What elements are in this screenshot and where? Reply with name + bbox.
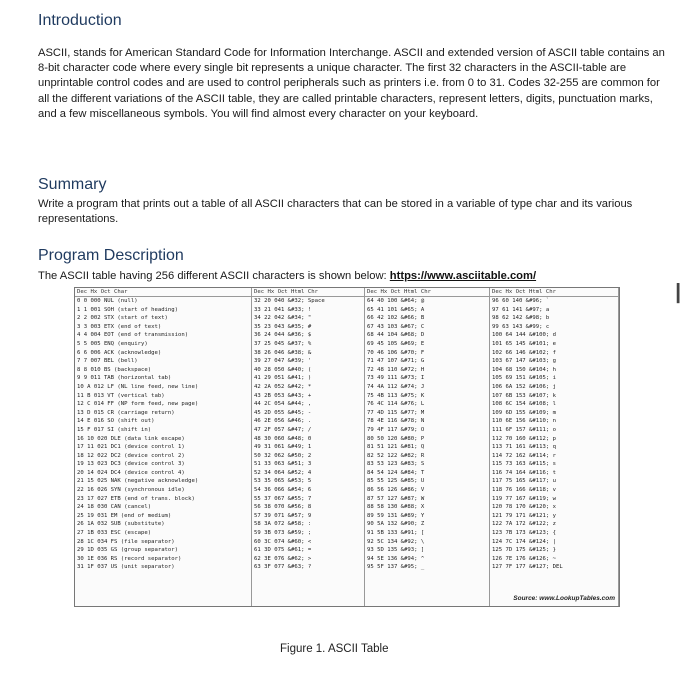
program-description-text: The ASCII table having 256 different ASCII characters is shown below: — [38, 270, 390, 282]
table-row: 120 78 170 &#120; x — [492, 504, 556, 511]
table-row: 76 4C 114 &#76; L — [367, 401, 425, 408]
table-row: 79 4F 117 &#79; O — [367, 426, 425, 433]
table-row: 94 5E 136 &#94; ^ — [367, 555, 425, 562]
table-row: 106 6A 152 &#106; j — [492, 383, 556, 390]
ascii-table-column-2 — [252, 288, 365, 606]
program-description-paragraph — [38, 269, 678, 284]
summary-paragraph: Write a program that prints out a table of all ASCII characters that can be stored in a variable of type char and its various representations. — [38, 198, 633, 226]
table-row: 50 32 062 &#50; 2 — [254, 452, 312, 459]
table-row: 8 8 010 BS (backspace) — [77, 366, 152, 373]
table-row: 42 2A 052 &#42; * — [254, 383, 312, 390]
program-description-heading: Program Description — [38, 247, 184, 264]
table-row: 70 46 106 &#70; F — [367, 349, 425, 356]
table-row: 17 11 021 DC1 (device control 1) — [77, 444, 185, 451]
table-row: 41 29 051 &#41; ) — [254, 375, 312, 382]
table-row: 43 2B 053 &#43; + — [254, 392, 312, 399]
table-row: 86 56 126 &#86; V — [367, 487, 425, 494]
table-row: 3 3 003 ETX (end of text) — [77, 323, 162, 330]
table-row: 47 2F 057 &#47; / — [254, 426, 312, 433]
table-row: 46 2E 056 &#46; . — [254, 418, 312, 425]
ascii-table-image — [74, 287, 620, 607]
table-row: 48 30 060 &#48; 0 — [254, 435, 312, 442]
table-row: 72 48 110 &#72; H — [367, 366, 425, 373]
table-row: 75 4B 113 &#75; K — [367, 392, 425, 399]
table-column-header: Dec Hx Oct Html Chr — [252, 288, 364, 297]
table-row: 23 17 027 ETB (end of trans. block) — [77, 495, 195, 502]
table-column-header: Dec Hx Oct Char — [75, 288, 251, 297]
table-row: 127 7F 177 &#127; DEL — [492, 564, 563, 571]
table-row: 55 37 067 &#55; 7 — [254, 495, 312, 502]
table-row: 22 16 026 SYN (synchronous idle) — [77, 487, 185, 494]
introduction-paragraph: ASCII, stands for American Standard Code for Information Interchange. ASCII and extended version of ASCII table contains an 8-bit character code where every single bit represents a unique character. The first 32 characters in the ASCII-table are unprintable control codes and are used to control peripherals such as printers i.e. from 0 to 31. Codes 32-255 are common for all the different variations of the ASCII table, they are called printable characters, represent letters, digits, punctuation marks, and a few miscellaneous symbols. You will find almost every character on your keyboard. — [38, 47, 665, 120]
table-row: 104 68 150 &#104; h — [492, 366, 556, 373]
table-row: 9 9 011 TAB (horizontal tab) — [77, 375, 172, 382]
table-row: 34 22 042 &#34; " — [254, 315, 312, 322]
table-row: 39 27 047 &#39; ' — [254, 358, 312, 365]
table-row: 6 6 006 ACK (acknowledge) — [77, 349, 162, 356]
table-row: 37 25 045 &#37; % — [254, 340, 312, 347]
table-row: 24 18 030 CAN (cancel) — [77, 504, 152, 511]
introduction-heading: Introduction — [38, 12, 122, 29]
table-row: 1 1 001 SOH (start of heading) — [77, 306, 179, 313]
table-row: 78 4E 116 &#78; N — [367, 418, 425, 425]
table-row: 122 7A 172 &#122; z — [492, 521, 556, 528]
table-row: 57 39 071 &#57; 9 — [254, 512, 312, 519]
table-row: 36 24 044 &#36; $ — [254, 332, 312, 339]
table-row: 20 14 024 DC4 (device control 4) — [77, 469, 185, 476]
summary-heading: Summary — [38, 176, 107, 193]
table-rows — [75, 297, 251, 572]
table-row: 81 51 121 &#81; Q — [367, 444, 425, 451]
table-row: 119 77 167 &#119; w — [492, 495, 556, 502]
table-row: 118 76 166 &#118; v — [492, 487, 556, 494]
table-row: 109 6D 155 &#109; m — [492, 409, 556, 416]
table-row: 74 4A 112 &#74; J — [367, 383, 425, 390]
table-row: 114 72 162 &#114; r — [492, 452, 556, 459]
table-row: 25 19 031 EM (end of medium) — [77, 512, 172, 519]
table-row: 5 5 005 ENQ (enquiry) — [77, 340, 148, 347]
table-row: 31 1F 037 US (unit separator) — [77, 564, 175, 571]
table-row: 4 4 004 EOT (end of transmission) — [77, 332, 189, 339]
table-row: 87 57 127 &#87; W — [367, 495, 425, 502]
table-row: 99 63 143 &#99; c — [492, 323, 550, 330]
table-row: 116 74 164 &#116; t — [492, 469, 556, 476]
table-row: 63 3F 077 &#63; ? — [254, 564, 312, 571]
figure-caption: Figure 1. ASCII Table — [280, 643, 389, 655]
table-row: 16 10 020 DLE (data link escape) — [77, 435, 185, 442]
table-row: 49 31 061 &#49; 1 — [254, 444, 312, 451]
table-row: 27 1B 033 ESC (escape) — [77, 530, 152, 537]
table-row: 61 3D 075 &#61; = — [254, 547, 312, 554]
table-row: 123 7B 173 &#123; { — [492, 530, 556, 537]
table-row: 93 5D 135 &#93; ] — [367, 547, 425, 554]
table-row: 73 49 111 &#73; I — [367, 375, 425, 382]
table-row: 62 3E 076 &#62; > — [254, 555, 312, 562]
table-row: 125 7D 175 &#125; } — [492, 547, 556, 554]
table-row: 69 45 105 &#69; E — [367, 340, 425, 347]
table-row: 117 75 165 &#117; u — [492, 478, 556, 485]
table-row: 33 21 041 &#33; ! — [254, 306, 312, 313]
table-row: 83 53 123 &#83; S — [367, 461, 425, 468]
table-row: 0 0 000 NUL (null) — [77, 298, 138, 304]
table-rows — [252, 297, 364, 572]
table-row: 65 41 101 &#65; A — [367, 306, 425, 313]
table-row: 45 2D 055 &#45; - — [254, 409, 312, 416]
table-row: 112 70 160 &#112; p — [492, 435, 556, 442]
table-row: 18 12 022 DC2 (device control 2) — [77, 452, 185, 459]
table-row: 19 13 023 DC3 (device control 3) — [77, 461, 185, 468]
table-row: 101 65 145 &#101; e — [492, 340, 556, 347]
table-row: 52 34 064 &#52; 4 — [254, 469, 312, 476]
table-row: 90 5A 132 &#90; Z — [367, 521, 425, 528]
table-row: 66 42 102 &#66; B — [367, 315, 425, 322]
table-row: 82 52 122 &#82; R — [367, 452, 425, 459]
table-row: 10 A 012 LF (NL line feed, new line) — [77, 383, 199, 390]
table-row: 38 26 046 &#38; & — [254, 349, 312, 356]
table-row: 29 1D 035 GS (group separator) — [77, 547, 179, 554]
table-row: 111 6F 157 &#111; o — [492, 426, 556, 433]
table-row: 13 D 015 CR (carriage return) — [77, 409, 175, 416]
table-row: 11 B 013 VT (vertical tab) — [77, 392, 165, 399]
ascii-table-column-3 — [365, 288, 490, 606]
table-row: 91 5B 133 &#91; [ — [367, 530, 425, 537]
table-row: 40 28 050 &#40; ( — [254, 366, 312, 373]
table-row: 30 1E 036 RS (record separator) — [77, 555, 182, 562]
table-row: 35 23 043 &#35; # — [254, 323, 312, 330]
asciitable-link[interactable]: https://www.asciitable.com/ — [389, 270, 537, 282]
table-row: 103 67 147 &#103; g — [492, 358, 556, 365]
table-row: 51 33 063 &#51; 3 — [254, 461, 312, 468]
table-column-header: Dec Hx Oct Html Chr — [490, 288, 618, 297]
table-row: 68 44 104 &#68; D — [367, 332, 425, 339]
table-row: 59 3B 073 &#59; ; — [254, 530, 312, 537]
table-row: 67 43 103 &#67; C — [367, 323, 425, 330]
table-row: 96 60 140 &#96; ` — [492, 298, 550, 304]
table-row: 15 F 017 SI (shift in) — [77, 426, 152, 433]
table-row: 115 73 163 &#115; s — [492, 461, 556, 468]
table-row: 97 61 141 &#97; a — [492, 306, 550, 313]
table-row: 26 1A 032 SUB (substitute) — [77, 521, 165, 528]
table-row: 54 36 066 &#54; 6 — [254, 487, 312, 494]
table-row: 53 35 065 &#53; 5 — [254, 478, 312, 485]
text-cursor-icon: I — [674, 277, 683, 310]
table-row: 7 7 007 BEL (bell) — [77, 358, 138, 365]
ascii-table-column-4 — [490, 288, 619, 606]
table-row: 56 38 070 &#56; 8 — [254, 504, 312, 511]
table-row: 110 6E 156 &#110; n — [492, 418, 556, 425]
table-row: 98 62 142 &#98; b — [492, 315, 550, 322]
table-row: 100 64 144 &#100; d — [492, 332, 556, 339]
table-row: 12 C 014 FF (NP form feed, new page) — [77, 401, 199, 408]
table-row: 60 3C 074 &#60; < — [254, 538, 312, 545]
table-row: 108 6C 154 &#108; l — [492, 401, 556, 408]
table-row: 102 66 146 &#102; f — [492, 349, 556, 356]
table-row: 71 47 107 &#71; G — [367, 358, 425, 365]
table-column-header: Dec Hx Oct Html Chr — [365, 288, 489, 297]
table-row: 44 2C 054 &#44; , — [254, 401, 312, 408]
table-row: 124 7C 174 &#124; | — [492, 538, 556, 545]
table-row: 58 3A 072 &#58; : — [254, 521, 312, 528]
table-row: 28 1C 034 FS (file separator) — [77, 538, 175, 545]
table-row: 85 55 125 &#85; U — [367, 478, 425, 485]
table-row: 32 20 040 &#32; Space — [254, 298, 325, 304]
table-row: 21 15 025 NAK (negative acknowledge) — [77, 478, 199, 485]
table-row: 113 71 161 &#113; q — [492, 444, 556, 451]
table-row: 121 79 171 &#121; y — [492, 512, 556, 519]
table-row: 80 50 120 &#80; P — [367, 435, 425, 442]
table-row: 14 E 016 SO (shift out) — [77, 418, 155, 425]
table-rows — [490, 297, 618, 572]
table-row: 2 2 002 STX (start of text) — [77, 315, 168, 322]
table-row: 92 5C 134 &#92; \ — [367, 538, 425, 545]
ascii-table-column-1 — [75, 288, 252, 606]
table-row: 105 69 151 &#105; i — [492, 375, 556, 382]
table-row: 88 58 130 &#88; X — [367, 504, 425, 511]
table-rows — [365, 297, 489, 572]
table-row: 95 5F 137 &#95; _ — [367, 564, 425, 571]
table-row: 64 40 100 &#64; @ — [367, 298, 425, 304]
table-row: 126 7E 176 &#126; ~ — [492, 555, 556, 562]
table-row: 77 4D 115 &#77; M — [367, 409, 425, 416]
table-row: 89 59 131 &#89; Y — [367, 512, 425, 519]
table-row: 84 54 124 &#84; T — [367, 469, 425, 476]
table-source-credit: Source: www.LookupTables.com — [513, 595, 615, 603]
table-row: 107 6B 153 &#107; k — [492, 392, 556, 399]
